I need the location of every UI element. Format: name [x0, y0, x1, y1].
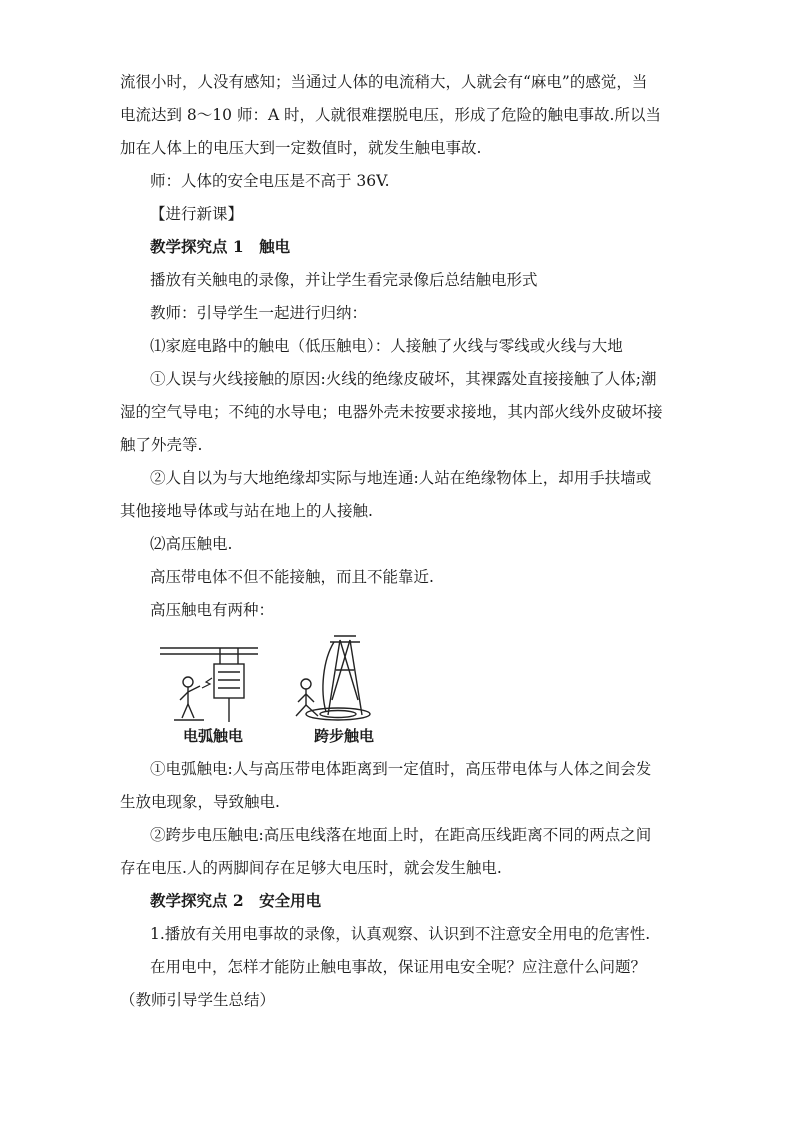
paragraph-line: 生放电现象，导致触电. [120, 793, 280, 811]
paragraph-line: 加在人体上的电压大到一定数值时，就发生触电事故. [120, 139, 482, 157]
paragraph-line: ①人误与火线接触的原因:火线的绝缘皮破坏，其裸露处直接接触了人体;潮 [150, 370, 657, 388]
paragraph-line: 1.播放有关用电事故的录像，认真观察、认识到不注意安全用电的危害性. [150, 925, 651, 943]
paragraph-line: ⑵高压触电. [150, 535, 233, 553]
high-voltage-illustration [158, 630, 388, 725]
section-heading: 【进行新课】 [150, 205, 244, 223]
paragraph-line: ②跨步电压触电:高压电线落在地面上时，在距高压线距离不同的两点之间 [150, 826, 652, 844]
paragraph-line: 存在电压.人的两脚间存在足够大电压时，就会发生触电. [120, 859, 502, 877]
figure-caption-arc: 电弧触电 [183, 727, 244, 745]
paragraph-line: 高压触电有两种： [150, 601, 275, 619]
paragraph-line: ②人自以为与大地绝缘却实际与地连通:人站在绝缘物体上，却用手扶墙或 [150, 469, 652, 487]
paragraph-line: 其他接地导体或与站在地上的人接触. [120, 502, 373, 520]
paragraph-line: 高压带电体不但不能接触，而且不能靠近. [150, 568, 434, 586]
paragraph-line: 湿的空气导电；不纯的水导电；电器外壳未按要求接地，其内部火线外皮破坏接 [120, 403, 663, 421]
subsection-heading: 教学探究点 1 触电 [150, 237, 291, 256]
paragraph-line: （教师引导学生总结） [120, 991, 276, 1009]
figure-caption-step: 跨步触电 [314, 727, 375, 745]
paragraph-line: 电流达到 8～10 师：A 时，人就很难摆脱电压，形成了危险的触电事故.所以当 [120, 106, 661, 124]
paragraph-line: 在用电中，怎样才能防止触电事故，保证用电安全呢？应注意什么问题？ [150, 958, 647, 976]
paragraph-line: 流很小时，人没有感知；当通过人体的电流稍大，人就会有“麻电”的感觉，当 [120, 73, 648, 91]
paragraph-line: 师：人体的安全电压是不高于 36V. [150, 172, 390, 190]
paragraph-line: ①电弧触电:人与高压带电体距离到一定值时，高压带电体与人体之间会发 [150, 760, 652, 778]
subsection-heading: 教学探究点 2 安全用电 [150, 891, 322, 910]
paragraph-line: 教师：引导学生一起进行归纳： [150, 304, 368, 322]
paragraph-line: 触了外壳等. [120, 436, 203, 454]
paragraph-line: ⑴家庭电路中的触电（低压触电）：人接触了火线与零线或火线与大地 [150, 337, 623, 355]
paragraph-line: 播放有关触电的录像，并让学生看完录像后总结触电形式 [150, 271, 538, 289]
